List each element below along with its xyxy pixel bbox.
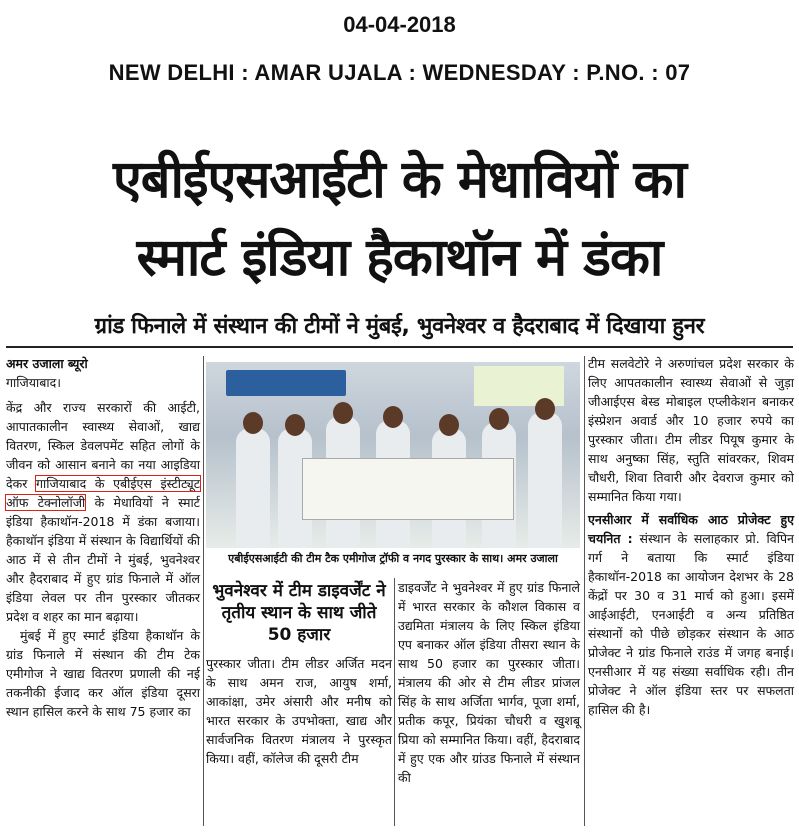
person-head (535, 398, 555, 420)
event-banner (226, 370, 346, 396)
headline-rule (6, 346, 793, 348)
paragraph-text: के मेधावियों ने स्मार्ट इंडिया हैकाथॉन-2018 में डंका बजाया। हैकाथॉन इंडिया में संस्थान के विद्यार्थियों की आठ में से तीन टीमों ने मुंबई, भुवनेश्वर और हैदराबाद में हुए ग्रांड फिनाले में ऑल इंडिया लेवल पर तीन पुरस्कार जीतकर प्रदेश व शहर का मान बढ़ाया। (6, 495, 200, 624)
person-head (489, 408, 509, 430)
prize-cheque (302, 458, 514, 520)
article-column-4 (588, 354, 794, 719)
article-column-1 (6, 354, 200, 721)
column1-paragraph-1 (6, 398, 200, 626)
person-head (285, 414, 305, 436)
column4-paragraph-2 (588, 510, 794, 719)
paragraph-text: संस्थान के सलाहकार प्रो. विपिन गर्ग ने बताया कि स्मार्ट इंडिया हैकाथॉन-2018 का आयोजन देशभर के 28 केंद्रों पर 30 व 31 मार्च को हुआ। इसमें आईआईटी, एनआईटी व अन्य प्रतिष्ठित संस्थानों को पीछे छोड़कर संस्थान के आठ प्रोजेक्ट ने ग्रांड फिनाले राउंड में जगह बनाई। एनसीआर में यह संख्या सर्वाधिक रही। तीन प्रोजेक्ट ने ऑल इंडिया स्तर पर सफलता हासिल की है। (588, 531, 794, 717)
publication-date: 04-04-2018 (343, 12, 456, 37)
award-photo (206, 362, 580, 548)
person-figure (236, 428, 270, 548)
person-head (333, 402, 353, 424)
paragraph-text: केंद्र और राज्य सरकारों की आईटी, आपातकालीन स्वास्थ्य सेवाओं, खाद्य वितरण, स्किल डेवलपमेंट सहित लोगों के जीवन को आसान बनाने का नया आइडिया देकर (6, 400, 200, 491)
section-heading: एनसीआर में सर्वाधिक आठ प्रोजेक्ट हुए चयनित : (588, 512, 794, 546)
column1-paragraph-2: मुंबई में हुए स्मार्ट इंडिया हैकाथॉन के ग्रांड फिनाले में संस्थान की टीम टेक एमीगोज ने खाद्य वितरण प्रणाली की नई तकनीकी ईजाद कर ऑल इंडिया दूसरा स्थान हासिल करने के साथ 75 हजार का (6, 628, 200, 719)
column-divider (584, 356, 585, 826)
photo-caption: एबीईएसआईटी की टीम टैक एमीगोज ट्रॉफी व नगद पुरस्कार के साथ। अमर उजाला (228, 552, 558, 565)
person-head (243, 412, 263, 434)
article-column-2: पुरस्कार जीता। टीम लीडर अर्जित मदन के साथ अमन राज, आयुष शर्मा, आकांक्षा, उमेर अंसारी और मनीष को भारत सरकार के उपभोक्ता, खाद्य और सार्वजनिक वितरण मंत्रालय ने पुरस्कृत किया। वहीं, कॉलेज की दूसरी टीम (206, 656, 392, 766)
person-head (383, 406, 403, 428)
column4-paragraph-1: टीम सलवेटोरे ने अरुणांचल प्रदेश सरकार के लिए आपतकालीन स्वास्थ्य सेवाओं से जुड़ा जीआईएस बेस्ड मोबाइल एप्लीकेशन बनाकर इंस्प्रेशन अवार्ड और 10 हजार रुपये का पुरस्कार जीता। टीम लीडर पियूष कुमार के साथ अनुष्का सिंह, स्तुति सांवरकर, शिवम चौधरी, शिवा तिवारी और देवराज कुमार को सम्मानित किया गया। (588, 356, 794, 504)
highlighted-institute-name: गाजियाबाद के एबीईएस इंस्टीट्यूट ऑफ टेक्नोलॉजी (6, 476, 200, 510)
headline-line-1: एबीईएसआईटी के मेधावियों का (113, 150, 686, 210)
column-divider (394, 578, 395, 826)
column-divider (203, 356, 204, 826)
article-column-3: डाइवर्जेंट ने भुवनेश्वर में हुए ग्रांड फिनाले में भारत सरकार के कौशल विकास व उद्यमिता मंत्रालय के लिए स्किल इंडिया एप बनाकर ऑल इंडिया तीसरा स्थान के साथ 50 हजार का पुरस्कार जीता। मंत्रालय की ओर से टीम लीडर प्रांजल सिंह के साथ अर्जिता भार्गव, पूजा शर्मा, प्रतीक कपूर, प्रियंका चौधरी व खुशबू प्रिया को सम्मानित किया। वहीं, हैदराबाद में हुए एक और ग्रांउड फिनाले में संस्थान की (398, 580, 580, 785)
person-head (439, 414, 459, 436)
subheadline: ग्रांड फिनाले में संस्थान की टीमों ने मुंबई, भुवनेश्वर व हैदराबाद में दिखाया हुनर (94, 314, 705, 339)
byline: अमर उजाला ब्यूरो (6, 356, 88, 371)
box-heading: भुवनेश्वर में टीम डाइवर्जेंट ने तृतीय स्थान के साथ जीते 50 हजार (212, 581, 386, 645)
person-figure (528, 412, 562, 548)
headline-line-2: स्मार्ट इंडिया हैकाथॉन में डंका (136, 228, 663, 288)
dateline: गाजियाबाद। (6, 375, 62, 390)
publication-line: NEW DELHI : AMAR UJALA : WEDNESDAY : P.NO. : 07 (108, 60, 691, 85)
